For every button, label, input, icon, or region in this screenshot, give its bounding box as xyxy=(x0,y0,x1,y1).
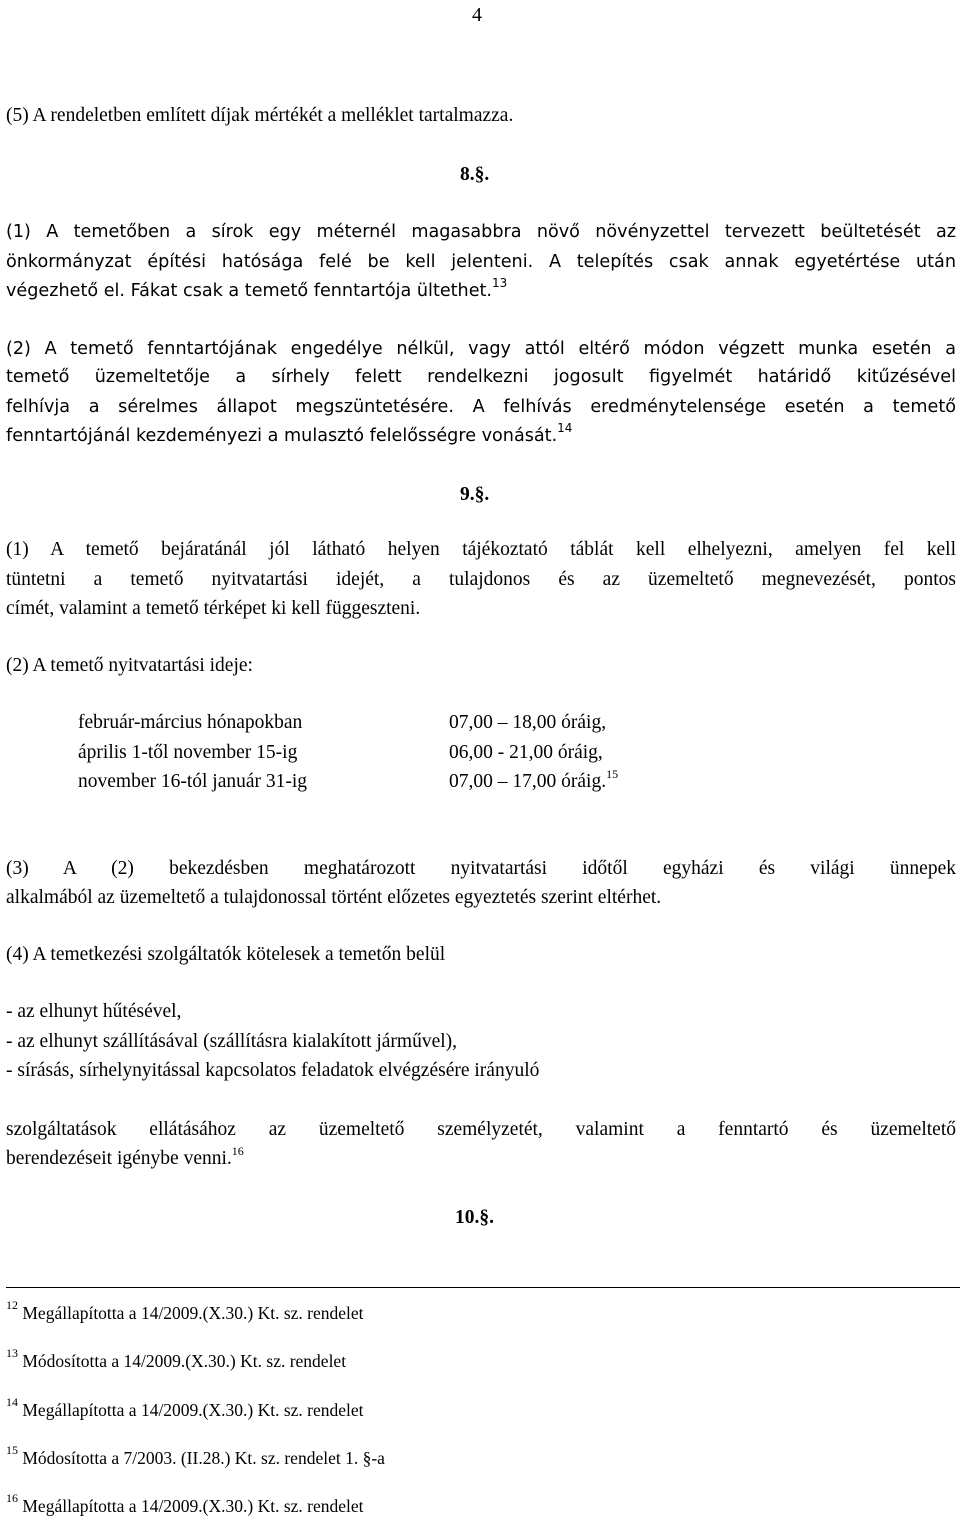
section-10-heading: 10.§. xyxy=(455,1207,494,1228)
s9-p2-heading: (2) A temető nyitvatartási ideje: xyxy=(6,655,253,676)
footnote-ref-15: 15 xyxy=(606,766,619,781)
footnote-text: Megállapította a 14/2009.(X.30.) Kt. sz. rendelet xyxy=(22,1400,364,1420)
hours-period-1: február-március hónapokban xyxy=(78,712,303,733)
section-9-heading: 9.§. xyxy=(460,484,490,505)
footnote-12 xyxy=(6,1298,364,1324)
hours-period-3: november 16-tól január 31-ig xyxy=(78,771,308,792)
s9-p1-line1: (1) A temető bejáratánál jól látható helyen tájékoztató táblát kell elhelyezni, amelyen fel kell xyxy=(6,539,956,560)
footnote-text: Megállapította a 14/2009.(X.30.) Kt. sz. rendelet xyxy=(22,1496,364,1516)
s8-p2-line2: temető üzemeltetője a sírhely felett rendelkezni jogosult figyelmét határidő kitűzésével xyxy=(6,367,956,387)
footnote-number: 14 xyxy=(6,1395,18,1410)
s9-p3-line2: alkalmából az üzemeltető a tulajdonossal történt előzetes egyeztetés szerint eltérhet. xyxy=(6,887,662,908)
hours-time-3 xyxy=(449,767,618,797)
hours-time-2: 06,00 - 21,00 óráig, xyxy=(449,742,603,763)
s8-p2-line3: felhívja a sérelmes állapot megszüntetésére. A felhívás eredménytelensége esetén a temető xyxy=(6,397,956,417)
s8-p2-line4 xyxy=(6,421,956,451)
s9-p4-heading: (4) A temetkezési szolgáltatók kötelesek a temetőn belül xyxy=(6,944,446,965)
hours-time-1: 07,00 – 18,00 óráig, xyxy=(449,712,607,733)
s8-p1-line3-text: végezhető el. Fákat csak a temető fenntartója ültethet. xyxy=(6,281,493,301)
s9-closing-line2 xyxy=(6,1144,956,1174)
footnote-14 xyxy=(6,1395,364,1421)
footnote-number: 15 xyxy=(6,1443,18,1458)
footnote-text: Megállapította a 14/2009.(X.30.) Kt. sz. rendelet xyxy=(22,1303,364,1323)
footnote-number: 12 xyxy=(6,1298,18,1313)
hours-period-2: április 1-től november 15-ig xyxy=(78,742,298,763)
s9-p1-line2: tüntetni a temető nyitvatartási idejét, a tulajdonos és az üzemeltető megnevezését, pontos xyxy=(6,569,956,590)
paragraph-5: (5) A rendeletben említett díjak mértékét a melléklet tartalmazza. xyxy=(6,105,514,126)
footnote-ref-14: 14 xyxy=(557,421,573,436)
footnote-text: Módosította a 7/2003. (II.28.) Kt. sz. rendelet 1. §-a xyxy=(22,1448,385,1468)
hours-time-3-text: 07,00 – 17,00 óráig. xyxy=(449,771,607,792)
s9-p3-line1: (3) A (2) bekezdésben meghatározott nyitvatartási időtől egyházi és világi ünnepek xyxy=(6,858,956,879)
list-item-2: - az elhunyt szállításával (szállításra kialakított járművel), xyxy=(6,1031,458,1052)
footnote-13 xyxy=(6,1346,347,1372)
footnote-16 xyxy=(6,1491,364,1517)
footnote-ref-13: 13 xyxy=(492,276,508,291)
s9-closing-line1: szolgáltatások ellátásához az üzemeltető személyzetét, valamint a fenntartó és üzemeltető xyxy=(6,1119,956,1140)
footnote-separator xyxy=(6,1287,960,1288)
footnote-number: 16 xyxy=(6,1491,18,1506)
footnote-ref-16: 16 xyxy=(231,1143,244,1158)
s8-p1-line1: (1) A temetőben a sírok egy méternél magasabbra növő növényzettel tervezett beültetését az xyxy=(6,222,956,242)
s8-p2-line1: (2) A temető fenntartójának engedélye nélkül, vagy attól eltérő módon végzett munka esetén a xyxy=(6,339,956,359)
footnote-number: 13 xyxy=(6,1346,18,1361)
page-number: 4 xyxy=(472,4,482,26)
s8-p1-line2: önkormányzat építési hatósága felé be kell jelenteni. A telepítés csak annak egyetértése után xyxy=(6,252,956,272)
footnote-15 xyxy=(6,1443,385,1469)
list-item-3: - sírásás, sírhelynyitással kapcsolatos feladatok elvégzésére irányuló xyxy=(6,1060,540,1081)
list-item-1: - az elhunyt hűtésével, xyxy=(6,1001,182,1022)
footnote-text: Módosította a 14/2009.(X.30.) Kt. sz. rendelet xyxy=(22,1351,347,1371)
s8-p1-line3 xyxy=(6,276,956,306)
s9-closing-line2-text: berendezéseit igénybe venni. xyxy=(6,1148,232,1169)
section-8-heading: 8.§. xyxy=(460,164,490,185)
s8-p2-line4-text: fenntartójánál kezdeményezi a mulasztó felelősségre vonását. xyxy=(6,426,558,446)
s9-p1-line3: címét, valamint a temető térképet ki kell függeszteni. xyxy=(6,598,421,619)
